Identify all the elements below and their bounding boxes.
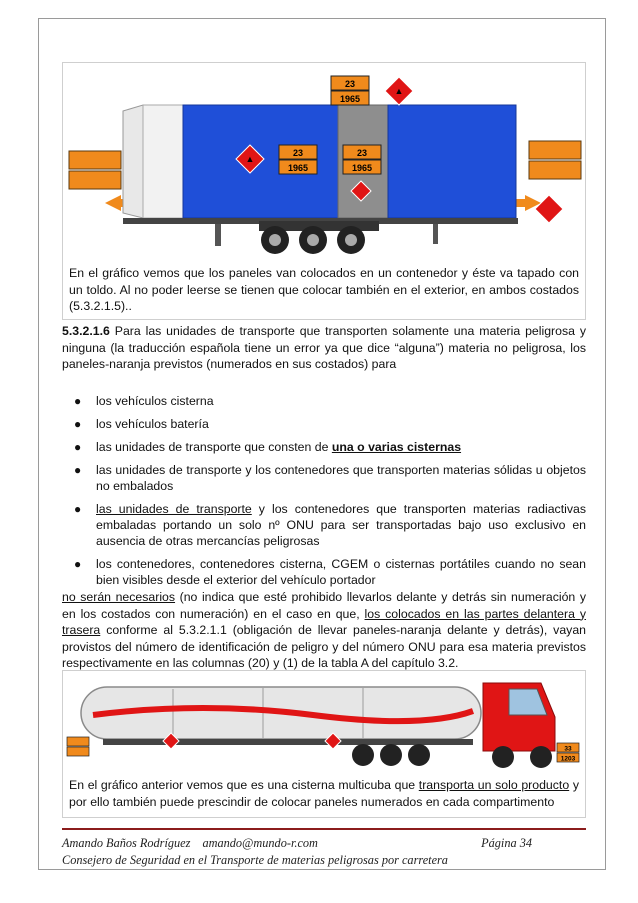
wheel-hub xyxy=(269,234,281,246)
tanker-truck-illustration xyxy=(63,671,585,775)
wheel xyxy=(380,744,402,766)
list-item-text: las unidades de transporte que consten de xyxy=(96,440,332,454)
landing-gear xyxy=(215,224,221,246)
hazard-panel-rear xyxy=(67,737,89,746)
rear-support xyxy=(433,224,438,244)
hazard-panel-front-upper-number: 33 xyxy=(564,745,572,753)
list-item-text: los vehículos batería xyxy=(96,417,209,431)
bullet-icon: ● xyxy=(74,417,82,431)
orange-panel-right-top xyxy=(529,141,581,159)
figure2-caption xyxy=(69,777,579,810)
section-intro xyxy=(62,323,586,373)
closing-text-1: (no indica que esté prohibido llevarlos delante y detrás sin numeración y en los costados con numeración) en el caso en que, xyxy=(62,590,586,621)
hazard-panel-top-upper-number: 23 xyxy=(344,79,356,89)
wheel xyxy=(492,746,514,768)
hazard-panel-side-left-lower-number: 1965 xyxy=(287,163,309,173)
trailer-curtain-rear xyxy=(388,105,516,218)
figure2-caption-underlined: transporta un solo producto xyxy=(418,778,570,792)
orange-panel-right-bottom xyxy=(529,161,581,179)
section-intro-text: Para las unidades de transporte que transporten solamente una materia peligrosa y ninguna (la traducción española tiene un error ya que dice “alguna”) materia no peligrosa, los paneles-naranja previstos (numerados en sus costados) para xyxy=(62,324,586,371)
closing-text-2: conforme al 5.3.2.1.1 (obligación de llevar paneles-naranja delante y detrás), vayan provistos del número de identificación de peligro y del número ONU para esa materia previstos respectivamente en las columnas (20) y (1) de la tabla A del capítulo 3.2. xyxy=(62,623,586,670)
trailer-front-wall xyxy=(123,105,143,218)
wheel xyxy=(408,744,430,766)
section-number: 5.3.2.1.6 xyxy=(62,324,110,338)
tanker-figure xyxy=(62,670,586,818)
bullet-icon: ● xyxy=(74,557,82,571)
hazard-panel-side-right-lower-number: 1965 xyxy=(351,163,373,173)
closing-underlined-2: los colocados en las partes delantera y trasera xyxy=(62,606,586,637)
list-item xyxy=(62,462,586,494)
figure2-caption-text: y por ello también puede prescindir de colocar paneles numerados en cada compartimento xyxy=(69,778,579,809)
wheel xyxy=(530,746,552,768)
wheel-hub xyxy=(345,234,357,246)
footer-page-number: Página 34 xyxy=(481,836,532,850)
trailer-white-section xyxy=(143,105,183,218)
orange-panel-left-bottom xyxy=(69,171,121,189)
bullet-icon: ● xyxy=(74,394,82,408)
closing-paragraph xyxy=(62,589,586,672)
list-item-text: los contenedores, contenedores cisterna, CGEM o cisternas portátiles cuando no sean bien visibles desde el exterior del vehículo portador xyxy=(96,557,586,587)
list-item xyxy=(62,501,586,549)
flame-icon: ▲ xyxy=(394,86,404,96)
transport-units-list xyxy=(62,393,586,588)
footer-line xyxy=(62,836,586,851)
hazard-panel-front-lower-number: 1203 xyxy=(560,755,576,763)
hazard-panel-top-lower-number: 1965 xyxy=(339,94,361,104)
list-item-text: las unidades de transporte y los contenedores que transporten materias sólidas u objetos no embalados xyxy=(96,463,586,493)
flame-icon: ▲ xyxy=(245,154,255,164)
list-item xyxy=(62,393,586,409)
list-item-text: y los contenedores que transporten materias radiactivas embaladas portando un solo nº ONU para ser transportadas bajo uso exclusivo en ausencia de otras mercancías peligrosas xyxy=(96,502,586,548)
list-item-underlined: las unidades de transporte xyxy=(96,502,252,516)
bullet-icon: ● xyxy=(74,463,82,477)
figure1-caption: En el gráfico vemos que los paneles van colocados en un contenedor y éste va tapado con un toldo. Al no poder leerse se tienen que colocar también en el exterior, en ambos costados (5.3.2.1.5).. xyxy=(69,266,579,313)
flammable-label-icon xyxy=(535,195,563,223)
list-item xyxy=(62,416,586,432)
footer-rule xyxy=(62,828,586,830)
figure2-caption-text: En el gráfico anterior vemos que es una cisterna multicuba que xyxy=(69,778,419,792)
tank-chassis xyxy=(103,739,473,745)
orange-panel-left-top xyxy=(69,151,121,169)
footer-subtitle: Consejero de Seguridad en el Transporte de materias peligrosas por carretera xyxy=(62,853,448,867)
list-item xyxy=(62,556,586,588)
footer-author: Amando Baños Rodríguez xyxy=(62,836,191,850)
curtain-trailer-illustration xyxy=(63,63,585,263)
closing-underlined-1: no serán necesarios xyxy=(62,590,176,604)
hazard-panel-side-left-upper-number: 23 xyxy=(292,148,304,158)
wheel-hub xyxy=(307,234,319,246)
bullet-icon: ● xyxy=(74,440,82,454)
list-item-text: los vehículos cisterna xyxy=(96,394,214,408)
hazard-panel-rear-lower xyxy=(67,747,89,756)
bullet-icon: ● xyxy=(74,502,82,516)
trailer-figure xyxy=(62,62,586,320)
hazard-panel-side-right-upper-number: 23 xyxy=(356,148,368,158)
wheel xyxy=(352,744,374,766)
list-item xyxy=(62,439,586,455)
footer-email: amando@mundo-r.com xyxy=(202,836,318,850)
list-item-emphasis: una o varias cisternas xyxy=(331,440,462,454)
